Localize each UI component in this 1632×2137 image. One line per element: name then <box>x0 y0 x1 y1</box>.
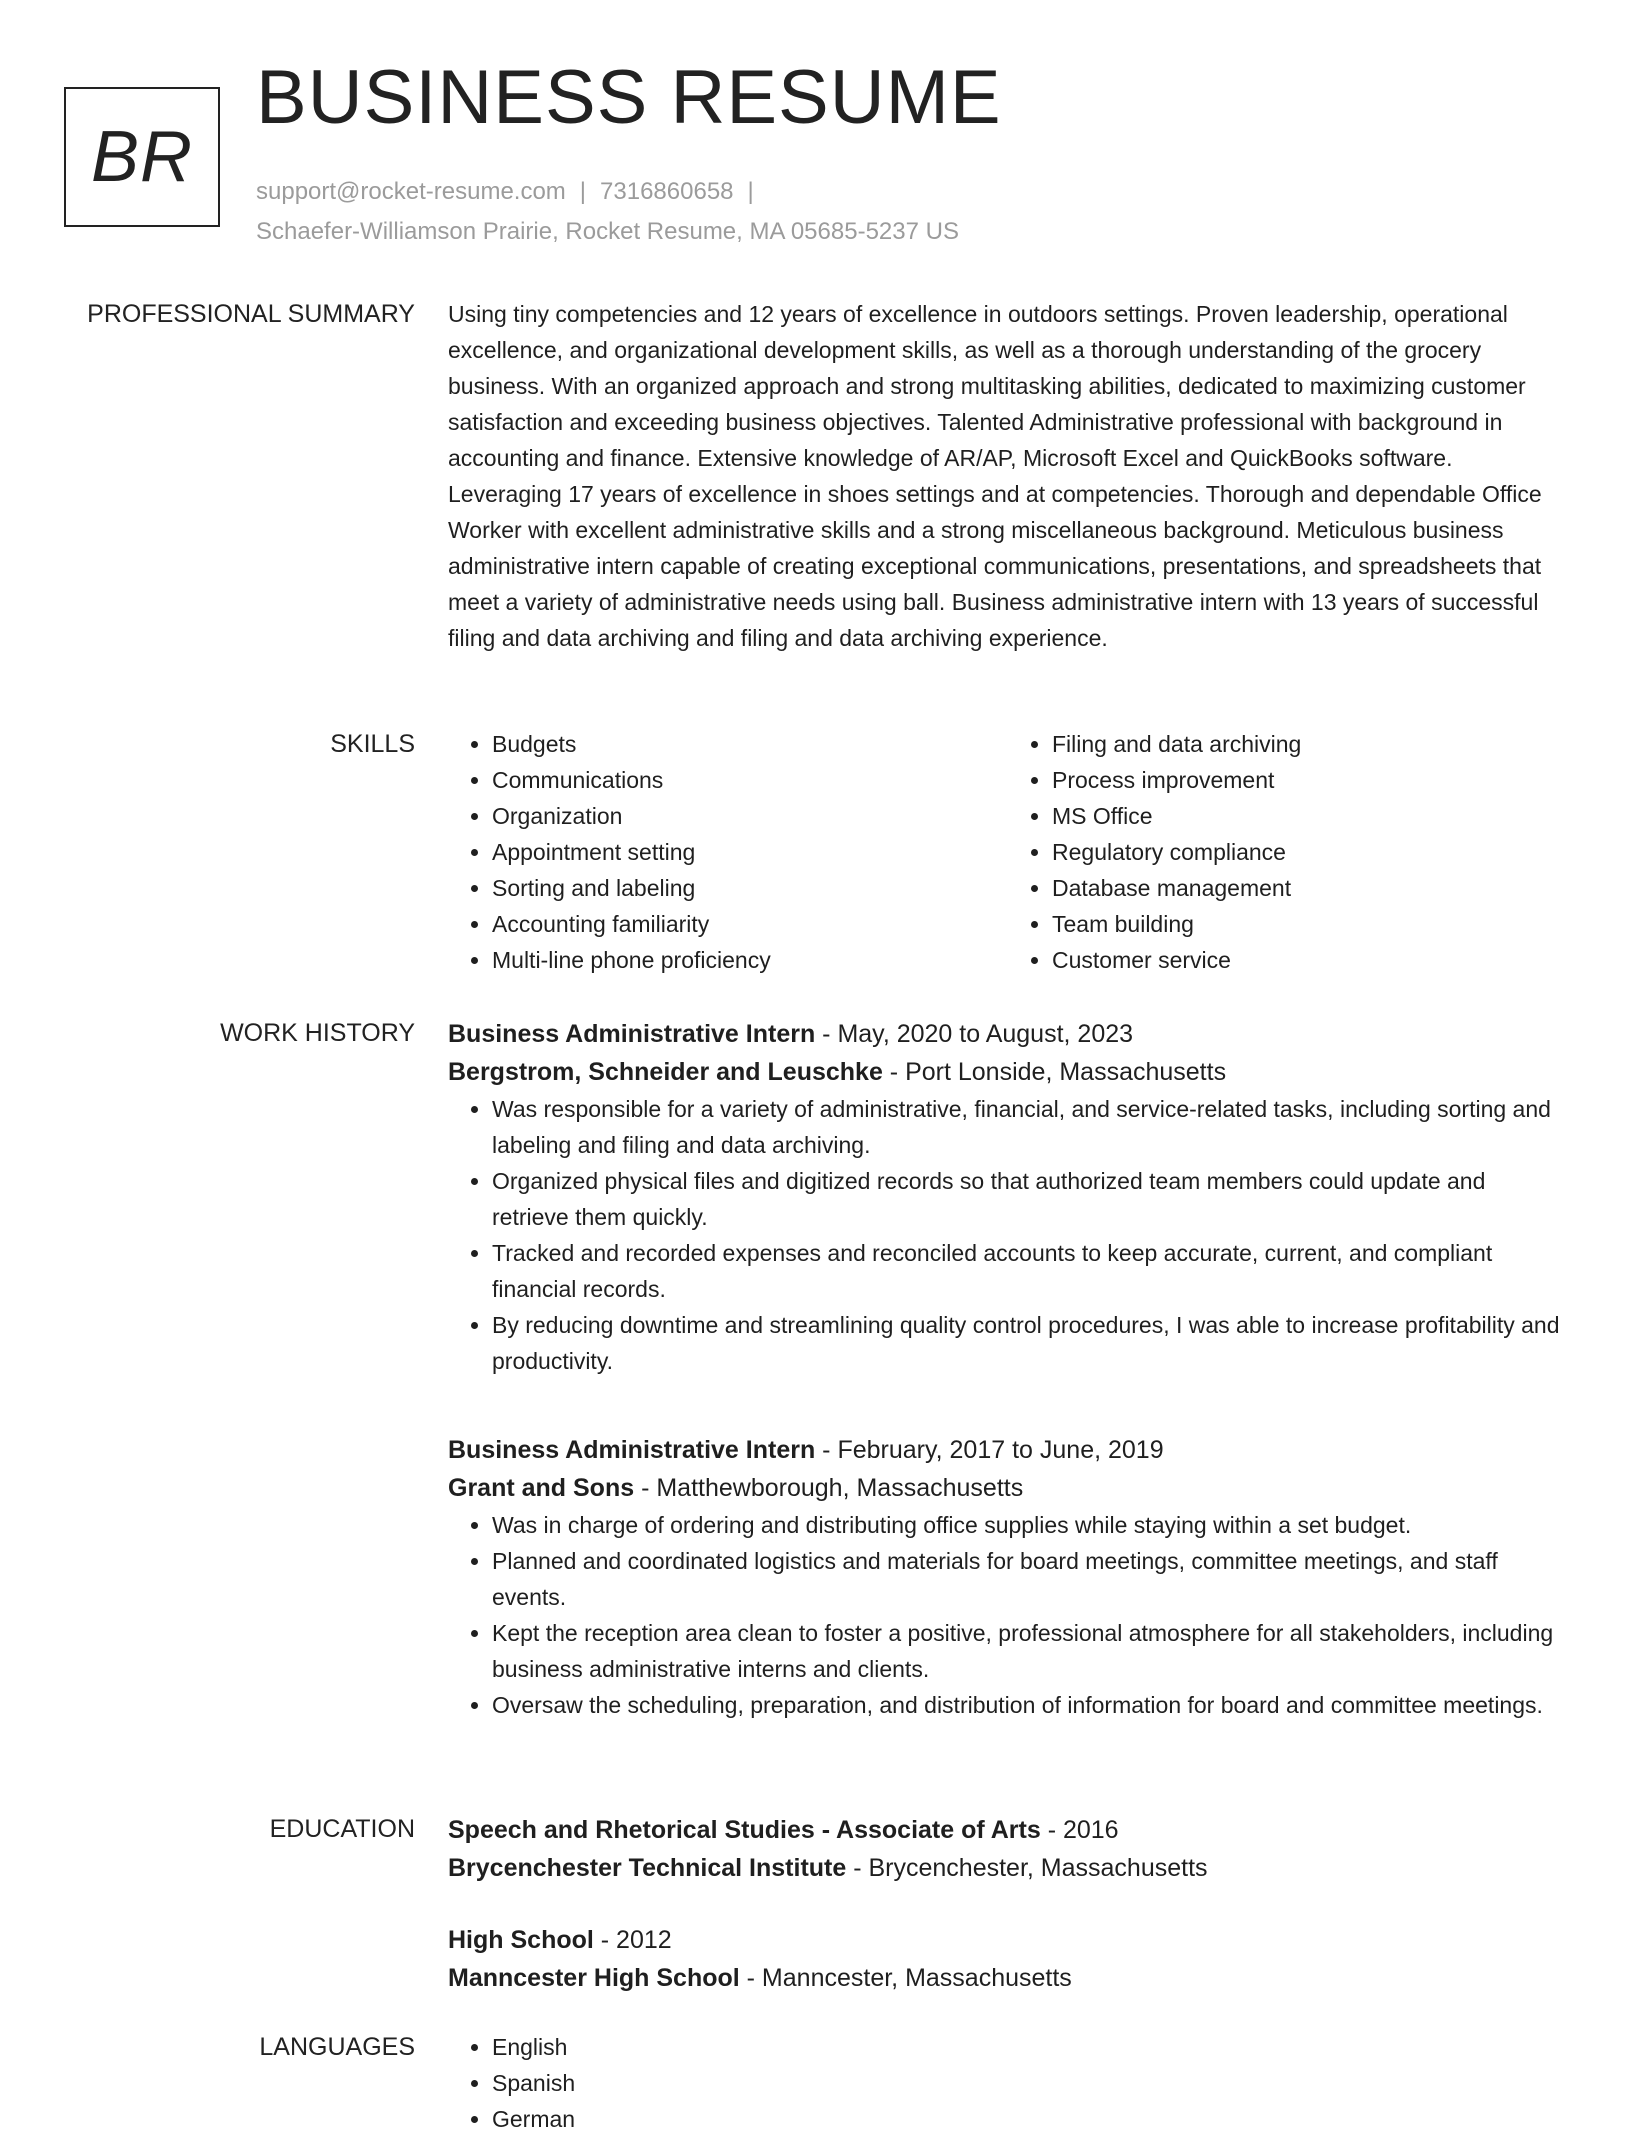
skills-label: SKILLS <box>330 730 415 758</box>
education-year: - 2016 <box>1040 1816 1119 1844</box>
skills-body <box>448 726 1568 978</box>
summary-text: Using tiny competencies and 12 years of excellence in outdoors settings. Proven leadership, operational excellence, and organizational development skills, as well as a thorough understanding of the grocery business. With an organized approach and strong multitasking abilities, dedicated to maximizing customer satisfaction and exceeding business objectives. Talented Administrative professional with background in accounting and finance. Extensive knowledge of AR/AP, Microsoft Excel and QuickBooks software. Leveraging 17 years of excellence in shoes settings and at competencies. Thorough and dependable Office Worker with excellent administrative skills and a strong miscellaneous background. Meticulous business administrative intern capable of creating exceptional communications, presentations, and spreadsheets that meet a variety of administrative needs using ball. Business administrative intern with 13 years of successful filing and data archiving and filing and data archiving experience. <box>448 301 1542 651</box>
skill-item: • Filing and data archiving <box>1052 726 1568 762</box>
language-item: • German <box>492 2101 1568 2137</box>
skill-item: • Team building <box>1052 906 1568 942</box>
work-label: WORK HISTORY <box>220 1019 415 1047</box>
skill-item: • Communications <box>492 762 1008 798</box>
skill-item: • Organization <box>492 798 1008 834</box>
education-entry <box>448 1921 1568 1997</box>
education-location: - Brycenchester, Massachusetts <box>846 1854 1208 1882</box>
job-location: - Matthewborough, Massachusetts <box>634 1474 1024 1502</box>
skill-item: • Multi-line phone proficiency <box>492 942 1008 978</box>
skill-item: • Customer service <box>1052 942 1568 978</box>
job-duty: • Was responsible for a variety of administrative, financial, and service-related tasks, including sorting and labeling and filing and data archiving. <box>492 1091 1568 1163</box>
skill-item: • Sorting and labeling <box>492 870 1008 906</box>
skill-item: • Accounting familiarity <box>492 906 1008 942</box>
job-entry <box>448 1015 1568 1379</box>
skill-item: • Process improvement <box>1052 762 1568 798</box>
job-title-line <box>448 1431 1568 1469</box>
education-degree: Speech and Rhetorical Studies - Associate of Arts <box>448 1816 1041 1844</box>
job-duty: • Was in charge of ordering and distributing office supplies while staying within a set budget. <box>492 1507 1568 1543</box>
job-entry <box>448 1431 1568 1723</box>
skill-item: • Appointment setting <box>492 834 1008 870</box>
education-school-line <box>448 1849 1568 1887</box>
education-label: EDUCATION <box>269 1815 415 1843</box>
work-body-2 <box>448 1431 1568 1723</box>
education-degree-line <box>448 1811 1568 1849</box>
skills-list-right <box>1008 726 1568 978</box>
languages-body <box>448 2029 1568 2137</box>
summary-label: PROFESSIONAL SUMMARY <box>87 300 415 328</box>
monogram-box <box>64 87 220 227</box>
resume-name: BUSINESS RESUME <box>256 55 1002 140</box>
languages-label: LANGUAGES <box>259 2033 415 2061</box>
job-duty: • Tracked and recorded expenses and reconciled accounts to keep accurate, current, and compliant financial records. <box>492 1235 1568 1307</box>
job-duty: • Oversaw the scheduling, preparation, and distribution of information for board and committee meetings. <box>492 1687 1568 1723</box>
monogram-text: BR <box>90 117 194 197</box>
job-company: Grant and Sons <box>448 1474 635 1502</box>
languages-list <box>448 2029 1568 2137</box>
education-school: Brycenchester Technical Institute <box>448 1854 847 1882</box>
education-location: - Manncester, Massachusetts <box>739 1964 1072 1992</box>
job-duty: • By reducing downtime and streamlining quality control procedures, I was able to increase profitability and productivity. <box>492 1307 1568 1379</box>
skill-item: • Regulatory compliance <box>1052 834 1568 870</box>
contact-email[interactable]: support@rocket-resume.com <box>256 178 566 205</box>
skill-item: • Budgets <box>492 726 1008 762</box>
job-title: Business Administrative Intern <box>448 1436 816 1464</box>
job-duties <box>448 1507 1568 1723</box>
education-year: - 2012 <box>593 1926 672 1954</box>
education-entry <box>448 1811 1568 1887</box>
job-title-line <box>448 1015 1568 1053</box>
job-location: - Port Lonside, Massachusetts <box>882 1058 1227 1086</box>
contact-address: Schaefer-Williamson Prairie, Rocket Resume, MA 05685-5237 US <box>256 218 959 245</box>
skill-item: • MS Office <box>1052 798 1568 834</box>
job-duty: • Organized physical files and digitized records so that authorized team members could update and retrieve them quickly. <box>492 1163 1568 1235</box>
education-degree: High School <box>448 1926 594 1954</box>
job-duties <box>448 1091 1568 1379</box>
contact-line-1 <box>256 172 959 212</box>
contact-separator: | <box>747 178 754 205</box>
job-dates: - May, 2020 to August, 2023 <box>815 1020 1134 1048</box>
work-body <box>448 1015 1568 1379</box>
contact-phone[interactable]: 7316860658 <box>600 178 734 205</box>
language-item: • Spanish <box>492 2065 1568 2101</box>
education-body <box>448 1811 1568 1997</box>
job-dates: - February, 2017 to June, 2019 <box>815 1436 1164 1464</box>
contact-info <box>256 172 959 252</box>
language-item: • English <box>492 2029 1568 2065</box>
education-degree-line <box>448 1921 1568 1959</box>
education-school-line <box>448 1959 1568 1997</box>
contact-separator: | <box>579 178 587 205</box>
job-company: Bergstrom, Schneider and Leuschke <box>448 1058 883 1086</box>
job-company-line <box>448 1469 1568 1507</box>
education-school: Manncester High School <box>448 1964 740 1992</box>
job-duty: • Kept the reception area clean to foster a positive, professional atmosphere for all stakeholders, including business administrative interns and clients. <box>492 1615 1568 1687</box>
job-title: Business Administrative Intern <box>448 1020 816 1048</box>
job-duty: • Planned and coordinated logistics and materials for board meetings, committee meetings, and staff events. <box>492 1543 1568 1615</box>
job-company-line <box>448 1053 1568 1091</box>
summary-body <box>448 296 1568 656</box>
skills-list-left <box>448 726 1008 978</box>
skill-item: • Database management <box>1052 870 1568 906</box>
